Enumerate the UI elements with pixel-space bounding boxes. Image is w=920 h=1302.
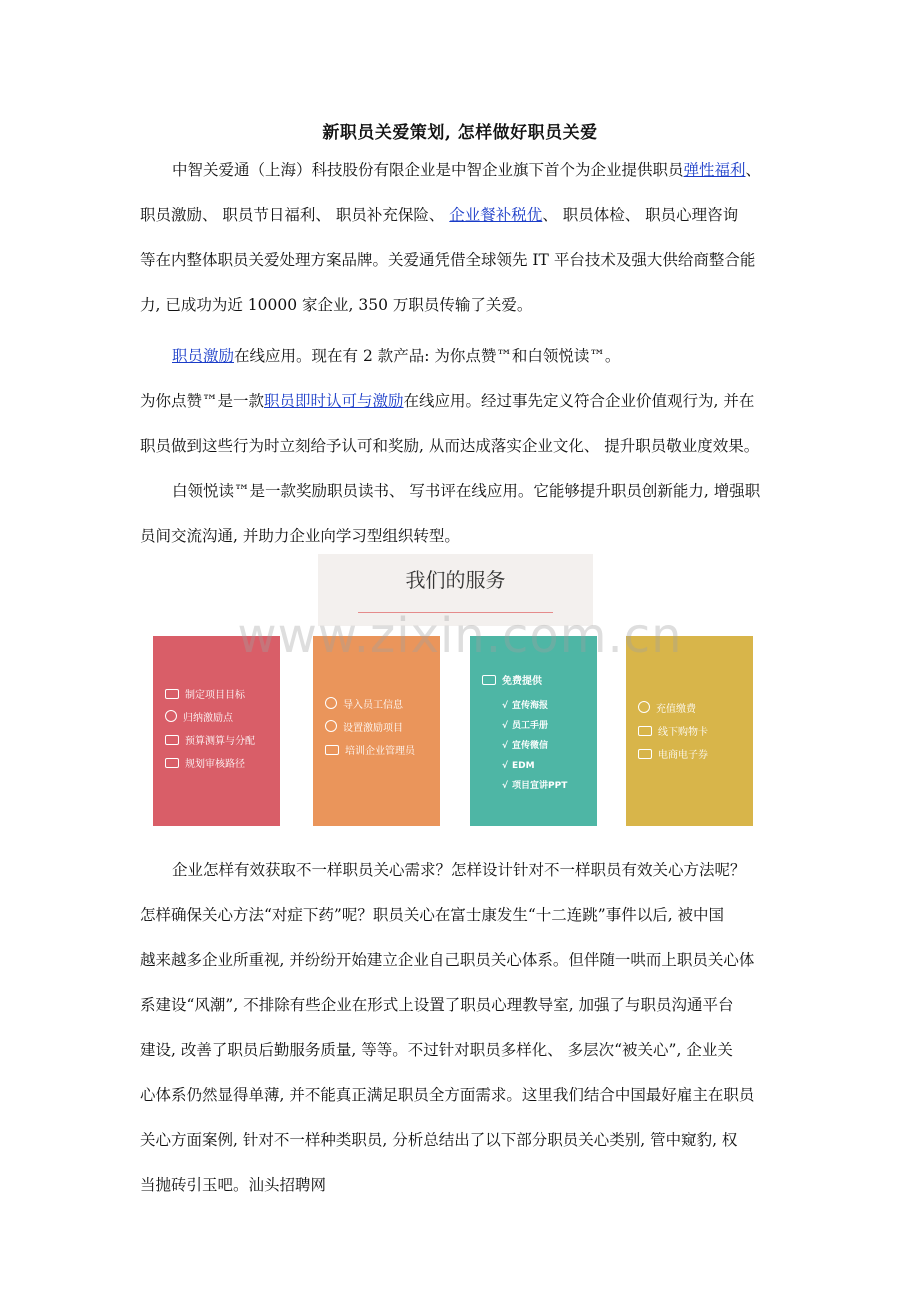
intro-text: 职员激励、 职员节日福利、 职员补充保险、: [140, 206, 450, 224]
coupon-icon: [638, 749, 652, 759]
products-text: 为你点赞™是一款: [140, 392, 265, 410]
closing-paragraph: [140, 848, 790, 1208]
training-icon: [325, 745, 339, 755]
closing-line-5: 建设, 改善了职员后勤服务质量, 等等。不过针对职员多样化、 多层次“被关心”, 企业关: [140, 1041, 733, 1059]
document-title: 新职员关爱策划, 怎样做好职员关爱: [322, 123, 598, 143]
user-upload-icon: [325, 697, 337, 709]
service-subitem: [482, 756, 567, 776]
closing-line-6: 心体系仍然显得单薄, 并不能真正满足职员全方面需求。这里我们结合中国最好雇主在职员: [140, 1086, 755, 1104]
link-employee-incentive[interactable]: 职员激励: [172, 347, 235, 365]
intro-text: 、: [745, 161, 762, 179]
products-text: 在线应用。经过事先定义符合企业价值观行为, 并在: [403, 392, 755, 410]
products-line-5: 员间交流沟通, 并助力企业向学习型组织转型。: [140, 527, 460, 545]
service-card-free: [470, 636, 597, 826]
scale-icon: [165, 735, 179, 745]
service-item: [165, 753, 255, 776]
service-card-setup: [313, 636, 440, 826]
check-icon: √: [502, 781, 509, 791]
intro-line-1: [140, 148, 790, 193]
link-flexible-benefits[interactable]: 弹性福利: [683, 161, 746, 179]
products-paragraph: [140, 334, 790, 559]
check-icon: √: [502, 701, 509, 711]
intro-line-2: [140, 193, 790, 238]
products-line-3: 职员做到这些行为时立刻给予认可和奖励, 从而达成落实企业文化、 提升职员敬业度效果。: [140, 437, 760, 455]
link-meal-tax[interactable]: 企业餐补税优: [449, 206, 543, 224]
presentation-icon: [165, 689, 179, 699]
book-icon: [165, 758, 179, 768]
service-list: [325, 694, 415, 763]
service-item: [638, 698, 708, 721]
check-icon: √: [502, 741, 509, 751]
closing-line-8: 当抛砖引玉吧。汕头招聘网: [140, 1176, 327, 1194]
products-line-2: [140, 379, 790, 424]
service-item-label: 规划审核路径: [185, 759, 245, 770]
intro-text: 、 职员体检、 职员心理咨询: [542, 206, 739, 224]
settings-icon: [325, 720, 337, 732]
service-list: [165, 684, 255, 776]
products-line-1: [140, 334, 790, 379]
service-list: [482, 670, 542, 693]
service-subitem: [482, 716, 567, 736]
service-item-label: 充值缴费: [656, 704, 696, 715]
service-subitem-label: 员工手册: [512, 721, 549, 731]
service-item: [325, 740, 415, 763]
check-icon: √: [502, 761, 509, 771]
service-item: [638, 744, 708, 767]
closing-line-3: 越来越多企业所重视, 并纷纷开始建立企业自己职员关心体系。但伴随一哄而上职员关心体: [140, 951, 755, 969]
services-title: 我们的服务: [405, 568, 506, 592]
service-subitem: [482, 736, 567, 756]
products-line-4: 白领悦读™是一款奖励职员读书、 写书评在线应用。它能够提升职员创新能力, 增强职: [172, 482, 761, 500]
service-subitem: [482, 776, 567, 796]
money-bag-icon: [638, 701, 650, 713]
service-item-label: 导入员工信息: [343, 700, 403, 711]
service-item: [165, 707, 255, 730]
shopping-bag-icon: [638, 726, 652, 736]
closing-line-2: 怎样确保关心方法“对症下药”呢？职员关心在富士康发生“十二连跳”事件以后, 被中国: [140, 906, 725, 924]
service-card-planning: [153, 636, 280, 826]
service-subitem-label: EDM: [512, 761, 535, 771]
service-item: [325, 717, 415, 740]
service-item-label: 设置激励项目: [343, 723, 403, 734]
service-list: [638, 698, 708, 767]
watermark: www.zixin.com.cn: [237, 608, 683, 664]
service-item-label: 线下购物卡: [658, 727, 708, 738]
service-item: [638, 721, 708, 744]
service-item-label: 电商电子券: [658, 750, 708, 761]
service-subitem-label: 宣传微信: [512, 741, 549, 751]
service-item-label: 免费提供: [502, 676, 542, 687]
intro-paragraph: [140, 148, 790, 328]
service-card-payment: [626, 636, 753, 826]
intro-text: 中智关爱通（上海）科技股份有限企业是中智企业旗下首个为企业提供职员: [172, 161, 684, 179]
closing-line-7: 关心方面案例, 针对不一样种类职员, 分析总结出了以下部分职员关心类别, 管中窥豹, 权: [140, 1131, 738, 1149]
piggy-bank-icon: [165, 710, 177, 722]
intro-line-4: 力, 已成功为近 10000 家企业, 350 万职员传输了关爱。: [140, 296, 533, 314]
service-sublist: [482, 696, 567, 796]
intro-line-3: 等在内整体职员关爱处理方案品牌。关爱通凭借全球领先 IT 平台技术及强大供给商整合能: [140, 251, 756, 269]
service-subitem-label: 项目宣讲PPT: [512, 781, 568, 791]
service-item: [325, 694, 415, 717]
check-icon: √: [502, 721, 509, 731]
closing-line-4: 系建设“风潮”, 不排除有些企业在形式上设置了职员心理教导室, 加强了与职员沟通平台: [140, 996, 734, 1014]
services-figure: [140, 550, 780, 835]
closing-line-1: 企业怎样有效获取不一样职员关心需求？怎样设计针对不一样职员有效关心方法呢？: [172, 861, 746, 879]
service-item-label: 归纳激励点: [183, 713, 233, 724]
service-subitem: [482, 696, 567, 716]
service-subitem-label: 宣传海报: [512, 701, 549, 711]
link-instant-recognition[interactable]: 职员即时认可与激励: [264, 392, 404, 410]
service-item: [165, 684, 255, 707]
thumbs-up-icon: [482, 675, 496, 685]
products-text: 在线应用。现在有 2 款产品: 为你点赞™和白领悦读™。: [234, 347, 621, 365]
service-item-label: 制定项目目标: [185, 690, 245, 701]
service-item: [482, 670, 542, 693]
service-item: [165, 730, 255, 753]
service-item-label: 培训企业管理员: [345, 746, 415, 757]
service-item-label: 预算测算与分配: [185, 736, 255, 747]
